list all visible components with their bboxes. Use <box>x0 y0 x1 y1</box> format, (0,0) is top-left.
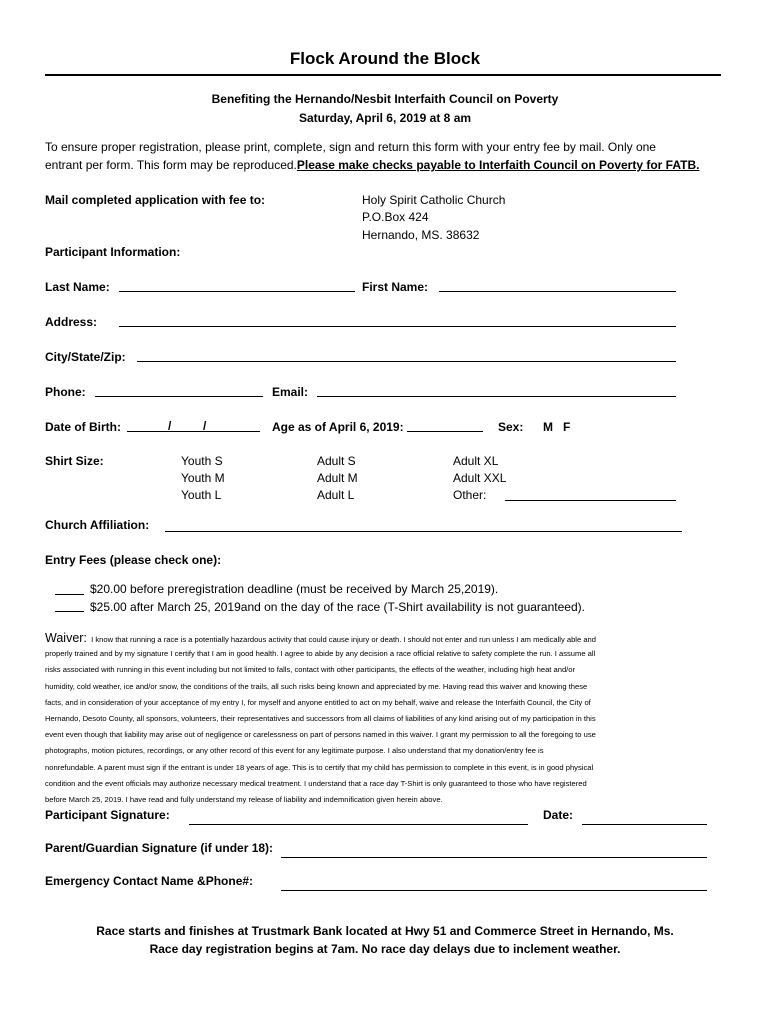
sex-label: Sex: <box>498 420 524 434</box>
waiver-line: facts, and in consideration of your acceptance of my entry I, for myself and anyone entitled to act on my behalf, waive and release the Interfaith Council, the City of <box>45 697 591 707</box>
shirt-option-youth-m[interactable]: Youth M <box>181 471 225 485</box>
dob-label: Date of Birth: <box>45 420 121 434</box>
subtitle-date: Saturday, April 6, 2019 at 8 am <box>298 111 472 125</box>
age-field[interactable] <box>407 431 483 432</box>
shirt-option-adult-l[interactable]: Adult L <box>317 488 355 502</box>
participant-info-heading: Participant Information: <box>45 245 181 259</box>
mail-address-line-3: Hernando, MS. 38632 <box>362 228 480 242</box>
waiver-heading: Waiver: <box>45 631 87 645</box>
footer-registration: Race day registration begins at 7am. No race day delays due to inclement weather. <box>149 942 621 956</box>
footer-location: Race starts and finishes at Trustmark Bank located at Hwy 51 and Commerce Street in Hernando, Ms. <box>96 924 674 938</box>
intro-text: To ensure proper registration, please print, complete, sign and return this form with your entry fee by mail. Only one <box>45 140 656 154</box>
shirt-option-adult-s[interactable]: Adult S <box>317 454 356 468</box>
phone-label: Phone: <box>45 385 86 399</box>
address-label: Address: <box>45 315 98 329</box>
fee-checkbox-late[interactable] <box>55 611 84 612</box>
waiver-line: photographs, motion pictures, recordings, or any other record of this event for any legitimate purpose. I also understand that my donation/entry fee is <box>45 746 544 756</box>
dob-slash-2: / <box>203 419 207 433</box>
address-field[interactable] <box>119 326 676 327</box>
sex-options[interactable]: M F <box>543 420 571 434</box>
shirt-size-label: Shirt Size: <box>45 454 104 468</box>
church-affiliation-label: Church Affiliation: <box>45 518 150 532</box>
city-state-zip-field[interactable] <box>137 361 676 362</box>
email-field[interactable] <box>317 396 676 397</box>
first-name-label: First Name: <box>362 280 429 294</box>
parent-signature-field[interactable] <box>281 857 707 858</box>
emergency-contact-field[interactable] <box>281 890 707 891</box>
phone-field[interactable] <box>95 396 263 397</box>
parent-signature-label: Parent/Guardian Signature (if under 18): <box>45 841 274 855</box>
waiver-line: event even though that liability may arise out of negligence or carelessness on part of persons named in this waiver. I grant my permission to all the foregoing to use <box>45 730 596 740</box>
shirt-option-youth-s[interactable]: Youth S <box>181 454 223 468</box>
city-state-zip-label: City/State/Zip: <box>45 350 126 364</box>
shirt-option-adult-xxl[interactable]: Adult XXL <box>453 471 507 485</box>
subtitle-benefit: Benefiting the Hernando/Nesbit Interfaith Council on Poverty <box>211 92 559 106</box>
waiver-line: Hernando, Desoto County, all sponsors, volunteers, their representatives and successors from all claims of liabilities of any kind arising out of my participation in this <box>45 713 596 723</box>
emergency-contact-label: Emergency Contact Name &Phone#: <box>45 874 254 888</box>
email-label: Email: <box>272 385 309 399</box>
waiver-line: before March 25, 2019. I have read and fully understand my release of liability and indemnification given herein above. <box>45 794 443 804</box>
waiver-line: nonrefundable. A parent must sign if the entrant is under 18 years of age. This is to certify that my child has permission to complete in this event, is in good physical <box>45 762 594 772</box>
fee-checkbox-early[interactable] <box>55 594 84 595</box>
last-name-label: Last Name: <box>45 280 110 294</box>
date-label: Date: <box>543 808 574 822</box>
waiver-line <box>45 630 725 646</box>
shirt-option-adult-xl[interactable]: Adult XL <box>453 454 499 468</box>
shirt-option-youth-l[interactable]: Youth L <box>181 488 222 502</box>
date-field[interactable] <box>582 824 707 825</box>
shirt-other-field[interactable] <box>505 500 676 501</box>
waiver-line: risks associated with running in this event including but not limited to falls, contact with other participants, the effects of the weather, including high heat and/or <box>45 665 576 675</box>
shirt-option-other: Other: <box>453 488 487 502</box>
participant-signature-field[interactable] <box>189 824 528 825</box>
intro-reproduce: entrant per form. This form may be reproduced. <box>45 158 297 172</box>
participant-signature-label: Participant Signature: <box>45 808 170 822</box>
waiver-line: humidity, cold weather, ice and/or snow, the conditions of the trails, all such risks being known and appreciated by me. Having read this waiver and knowing these <box>45 681 588 691</box>
dob-slash-1: / <box>168 419 172 433</box>
mail-address-line-1: Holy Spirit Catholic Church <box>362 193 506 207</box>
dob-field[interactable] <box>127 431 260 432</box>
waiver-text <box>45 630 725 808</box>
fee-option-late: $25.00 after March 25, 2019and on the day of the race (T-Shirt availability is not guaranteed). <box>90 600 585 614</box>
title-rule <box>45 74 721 76</box>
church-affiliation-field[interactable] <box>165 531 682 532</box>
intro-text-2 <box>45 158 699 172</box>
mail-label: Mail completed application with fee to: <box>45 193 266 207</box>
checks-payable-note: Please make checks payable to Interfaith Council on Poverty for FATB. <box>296 158 700 172</box>
first-name-field[interactable] <box>439 291 676 292</box>
waiver-line-text: I know that running a race is a potentially hazardous activity that could cause injury or death. I should not enter and run unless I am medically able and <box>91 635 596 644</box>
page-title: Flock Around the Block <box>289 49 481 68</box>
waiver-line: condition and the event officials may authorize necessary medical treatment. I understand that a race day T-Shirt is only guaranteed to those who have registered <box>45 778 587 788</box>
fee-option-early: $20.00 before preregistration deadline (must be received by March 25,2019). <box>90 582 499 596</box>
mail-address-line-2: P.O.Box 424 <box>362 210 429 224</box>
waiver-line: properly trained and by my signature I certify that I am in good health. I agree to abide by any decision a race official relative to safety complete the run. I assume all <box>45 649 596 659</box>
entry-fees-heading: Entry Fees (please check one): <box>45 553 222 567</box>
age-label: Age as of April 6, 2019: <box>272 420 404 434</box>
last-name-field[interactable] <box>119 291 355 292</box>
shirt-option-adult-m[interactable]: Adult M <box>317 471 358 485</box>
